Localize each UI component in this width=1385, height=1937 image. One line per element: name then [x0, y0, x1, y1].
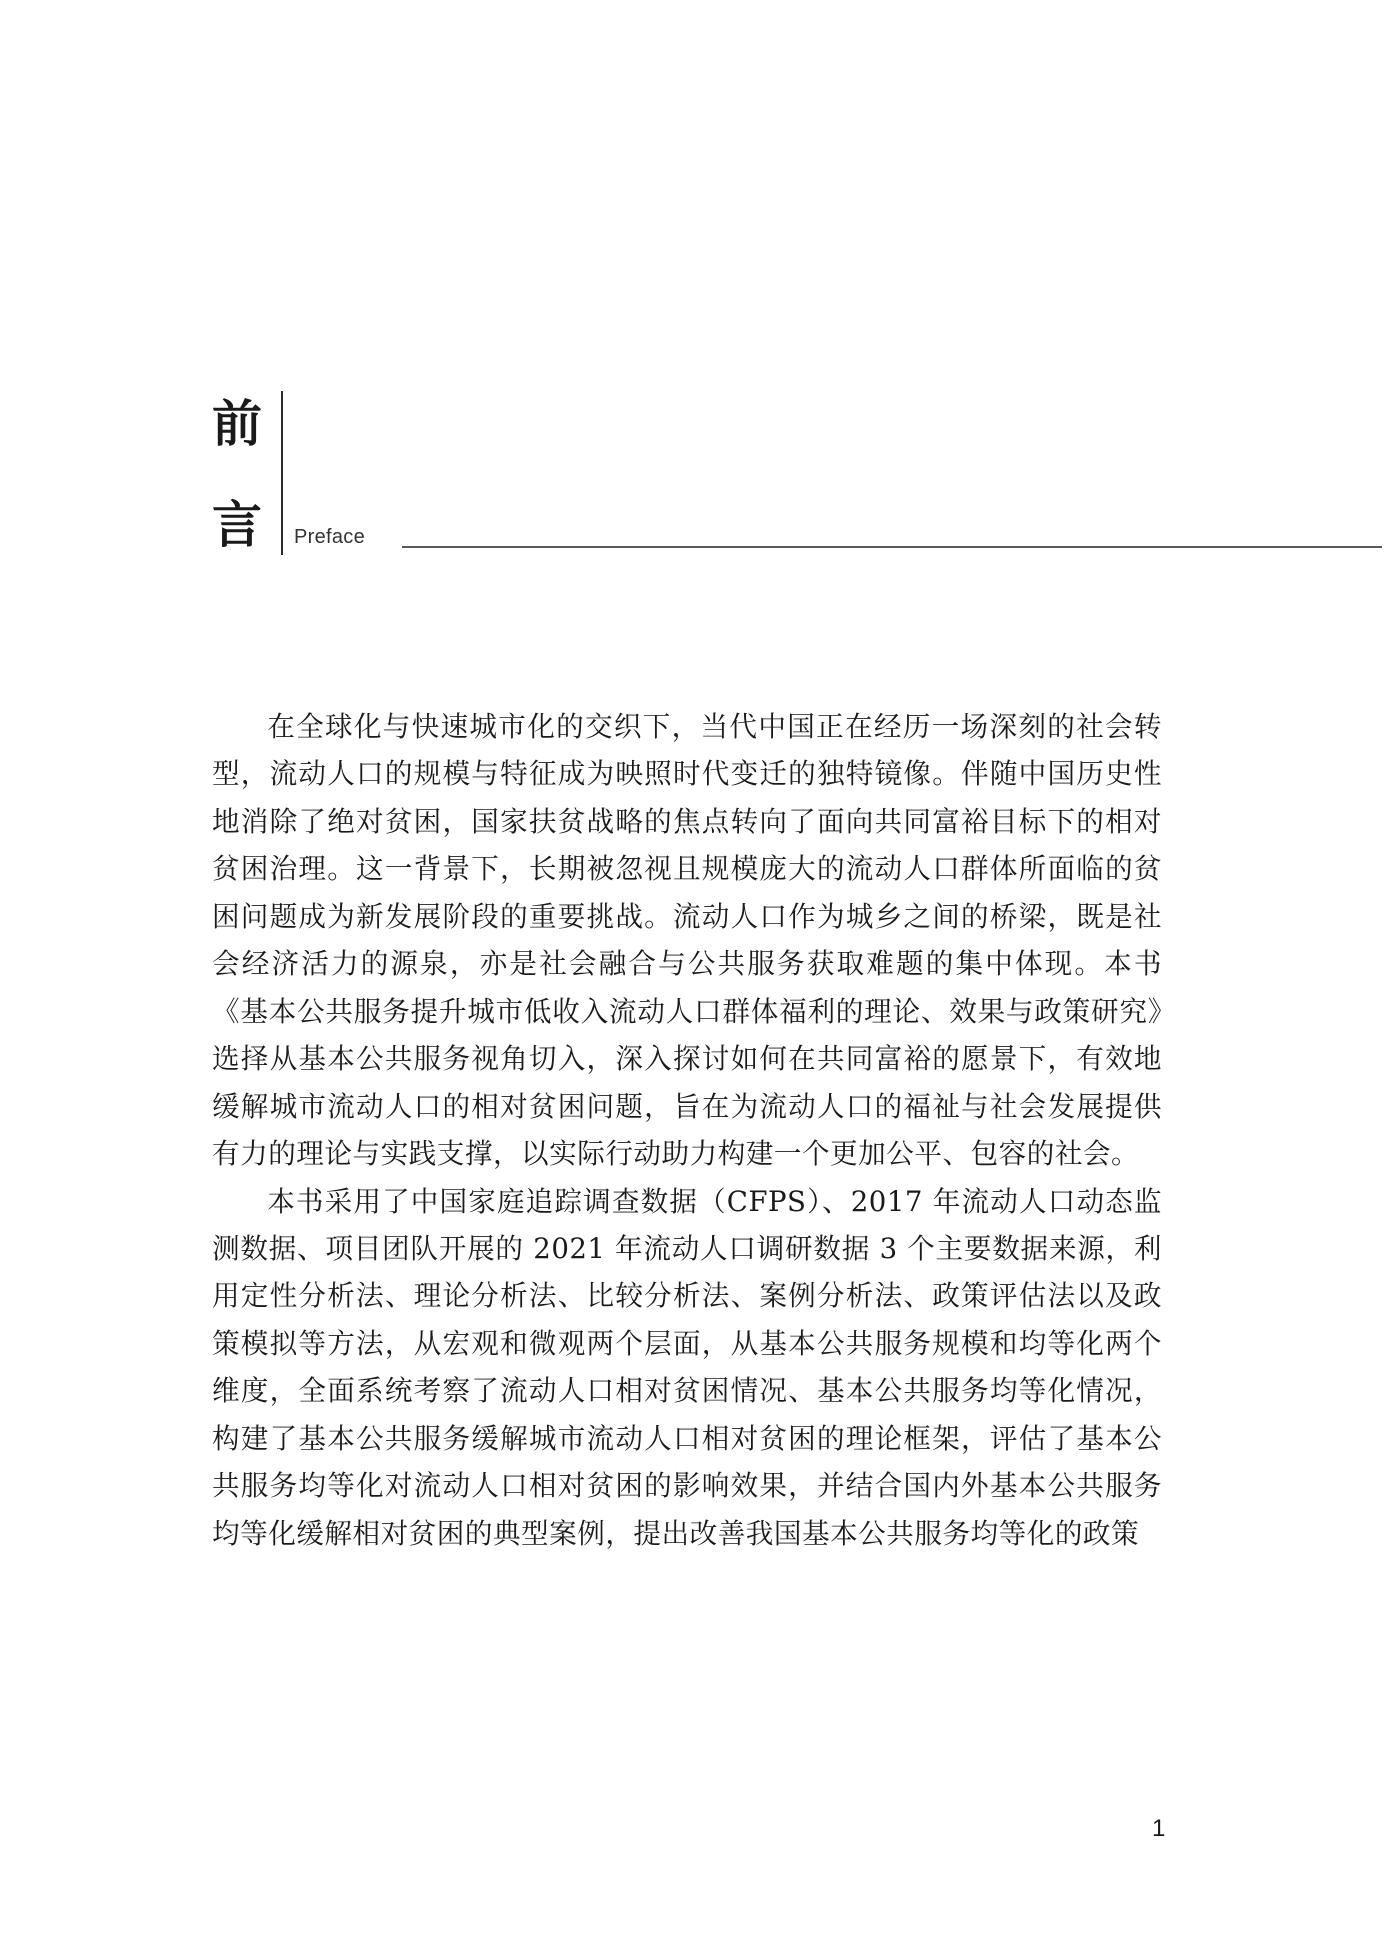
paragraph-1: 在全球化与快速城市化的交织下，当代中国正在经历一场深刻的社会转型，流动人口的规模与特征成为映照时代变迁的独特镜像。伴随中国历史性地消除了绝对贫困，国家扶贫战略的焦点转向了面向共同富裕目标下的相对贫困治理。这一背景下，长期被忽视且规模庞大的流动人口群体所面临的贫困问题成为新发展阶段的重要挑战。流动人口作为城乡之间的桥梁，既是社会经济活力的源泉，亦是社会融合与公共服务获取难题的集中体现。本书《基本公共服务提升城市低收入流动人口群体福利的理论、效果与政策研究》选择从基本公共服务视角切入，深入探讨如何在共同富裕的愿景下，有效地缓解城市流动人口的相对贫困问题，旨在为流动人口的福祉与社会发展提供有力的理论与实践支撑，以实际行动助力构建一个更加公平、包容的社会。: [212, 710, 1162, 1171]
title-horizontal-rule: [402, 546, 1382, 548]
paragraph-2: 本书采用了中国家庭追踪调查数据（CFPS）、2017 年流动人口动态监测数据、项目团队开展的 2021 年流动人口调研数据 3 个主要数据来源，利用定性分析法、理论分析法、比较分析法、案例分析法、政策评估法以及政策模拟等方法，从宏观和微观两个层面，从基本公共服务规模和均等化两个维度，全面系统考察了流动人口相对贫困情况、基本公共服务均等化情况，构建了基本公共服务缓解城市流动人口相对贫困的理论框架，评估了基本公共服务均等化对流动人口相对贫困的影响效果，并结合国内外基本公共服务均等化缓解相对贫困的典型案例，提出改善我国基本公共服务均等化的政策: [212, 1184, 1162, 1550]
chapter-title-char-1: 前: [212, 394, 262, 453]
title-vertical-divider: [281, 391, 283, 555]
body-text: [212, 703, 1162, 1557]
chapter-subtitle: Preface: [294, 526, 366, 548]
chapter-title-char-2: 言: [212, 495, 262, 554]
page-number: 1: [1152, 1815, 1166, 1842]
